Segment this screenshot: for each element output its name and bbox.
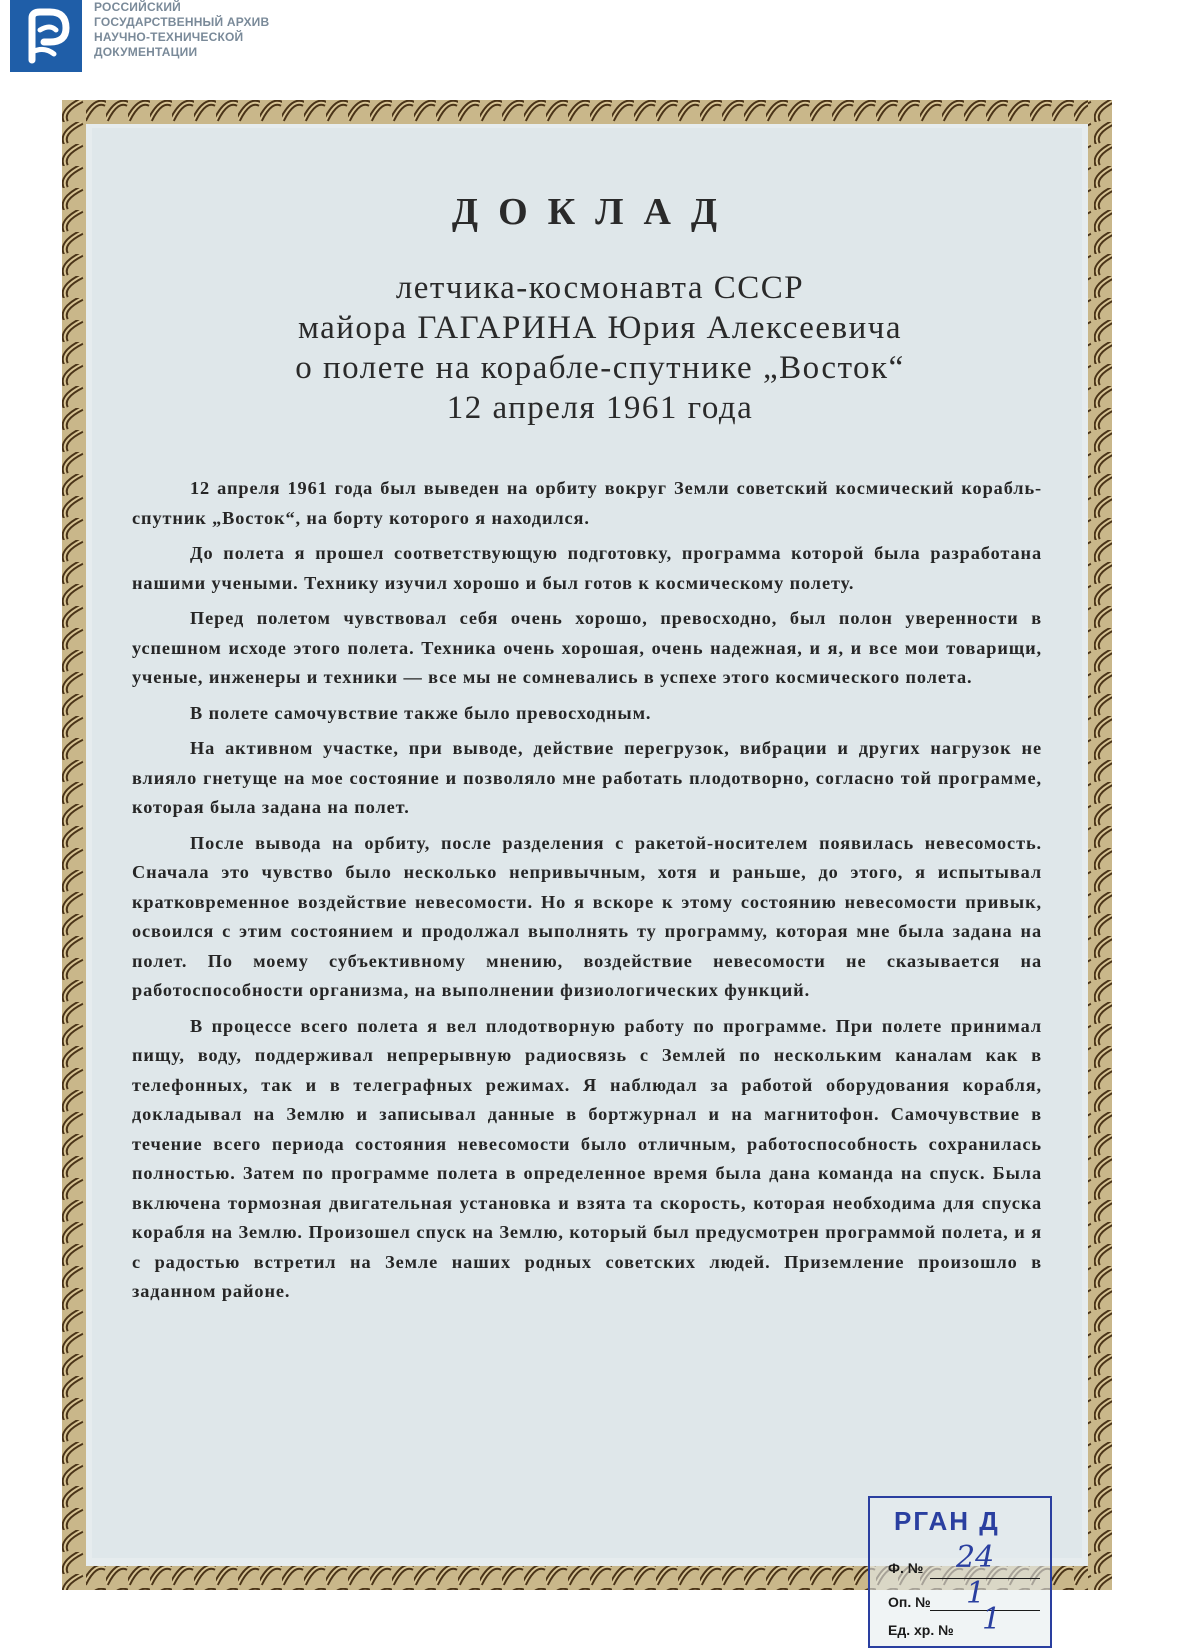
stamp-opis-label: Оп. №: [888, 1594, 931, 1610]
subtitle-line: летчика-космонавта СССР: [395, 270, 805, 306]
stamp-fond-label: Ф. №: [888, 1560, 924, 1576]
body-paragraph: Перед полетом чувствовал себя очень хорошо, превосходно, был полон уверенности в успешном исходе этого полета. Техника очень хорошая, очень надежная, и я, и все мои товарищи, ученые, инженеры и техники — все мы не сомневались в успехе этого космического полета.: [132, 608, 1042, 687]
stamp-unit-value: 1: [982, 1602, 1002, 1637]
archive-name-line: НАУЧНО-ТЕХНИЧЕСКОЙ: [94, 30, 244, 44]
body-paragraph: После вывода на орбиту, после разделения с ракетой-носителем появилась невесомость. Сначала это чувство было несколько непривычным, хотя и раньше, до этого, я испытывал кратковременное воздействие невесомости. Но я вскоре к этому состоянию невесомости привык, освоился с этим состоянием и продолжал выполнять ту программу, которая мне была задана на полет. По моему субъективному мнению, воздействие невесомости не сказывается на работоспособности организма, на выполнении физиологических функций.: [132, 832, 1042, 1000]
archive-stamp: [868, 1496, 1052, 1648]
stamp-head: РГАН Д: [894, 1506, 1000, 1536]
subtitle-line: майора ГАГАРИНА Юрия Алексеевича: [297, 310, 903, 346]
body-paragraph: В полете самочувствие также было превосходным.: [190, 702, 652, 723]
body-paragraph: До полета я прошел соответствующую подготовку, программа которой была разработана нашими учеными. Технику изучил хорошо и был готов к космическому полету.: [132, 543, 1042, 593]
report-body: [132, 474, 1042, 1313]
subtitle-line: 12 апреля 1961 года: [446, 390, 754, 426]
body-paragraph: На активном участке, при выводе, действие перегрузок, вибрации и других нагрузок не влияло гнетуще на мое состояние и позволяло мне работать плодотворно, согласно той программе, которая была задана на полет.: [132, 738, 1042, 817]
body-paragraph: 12 апреля 1961 года был выведен на орбиту вокруг Земли советский космический корабль-спутник „Восток“, на борту которого я находился.: [132, 478, 1042, 528]
archive-name: [94, 0, 334, 60]
subtitle-line: о полете на корабле-спутнике „Восток“: [295, 350, 905, 386]
stamp-opis-value: 1: [966, 1576, 986, 1611]
stamp-unit-label: Ед. хр. №: [888, 1622, 954, 1638]
archive-name-line: РОССИЙСКИЙ: [94, 0, 182, 14]
document-title: ДОКЛАД: [451, 191, 738, 233]
stamp-fond-value: 24: [956, 1540, 995, 1575]
body-paragraph: В процессе всего полета я вел плодотворную работу по программе. При полете принимал пищу, воду, поддерживал непрерывную радиосвязь с Землей по нескольким каналам как в телефонных, так и в телеграфных режимах. Я наблюдал за работой оборудования корабля, докладывал на Землю и записывал данные в бортжурнал и на магнитофон. Самочувствие в течение всего периода состояния невесомости было отличным, работоспособность сохранилась полностью. Затем по программе полета в определенное время была дана команда на спуск. Была включена тормозная двигательная установка и взята та скорость, которая необходима для спуска корабля на Землю. Произошел спуск на Землю, который был предусмотрен программой полета, и я с радостью встретил на Земле наших родных советских людей. Приземление произошло в заданном районе.: [132, 1015, 1042, 1301]
archive-logo-icon: [10, 0, 82, 72]
archive-name-line: ГОСУДАРСТВЕННЫЙ АРХИВ: [94, 15, 270, 29]
archive-name-line: ДОКУМЕНТАЦИИ: [94, 45, 198, 59]
document-subtitle: [100, 268, 1100, 428]
